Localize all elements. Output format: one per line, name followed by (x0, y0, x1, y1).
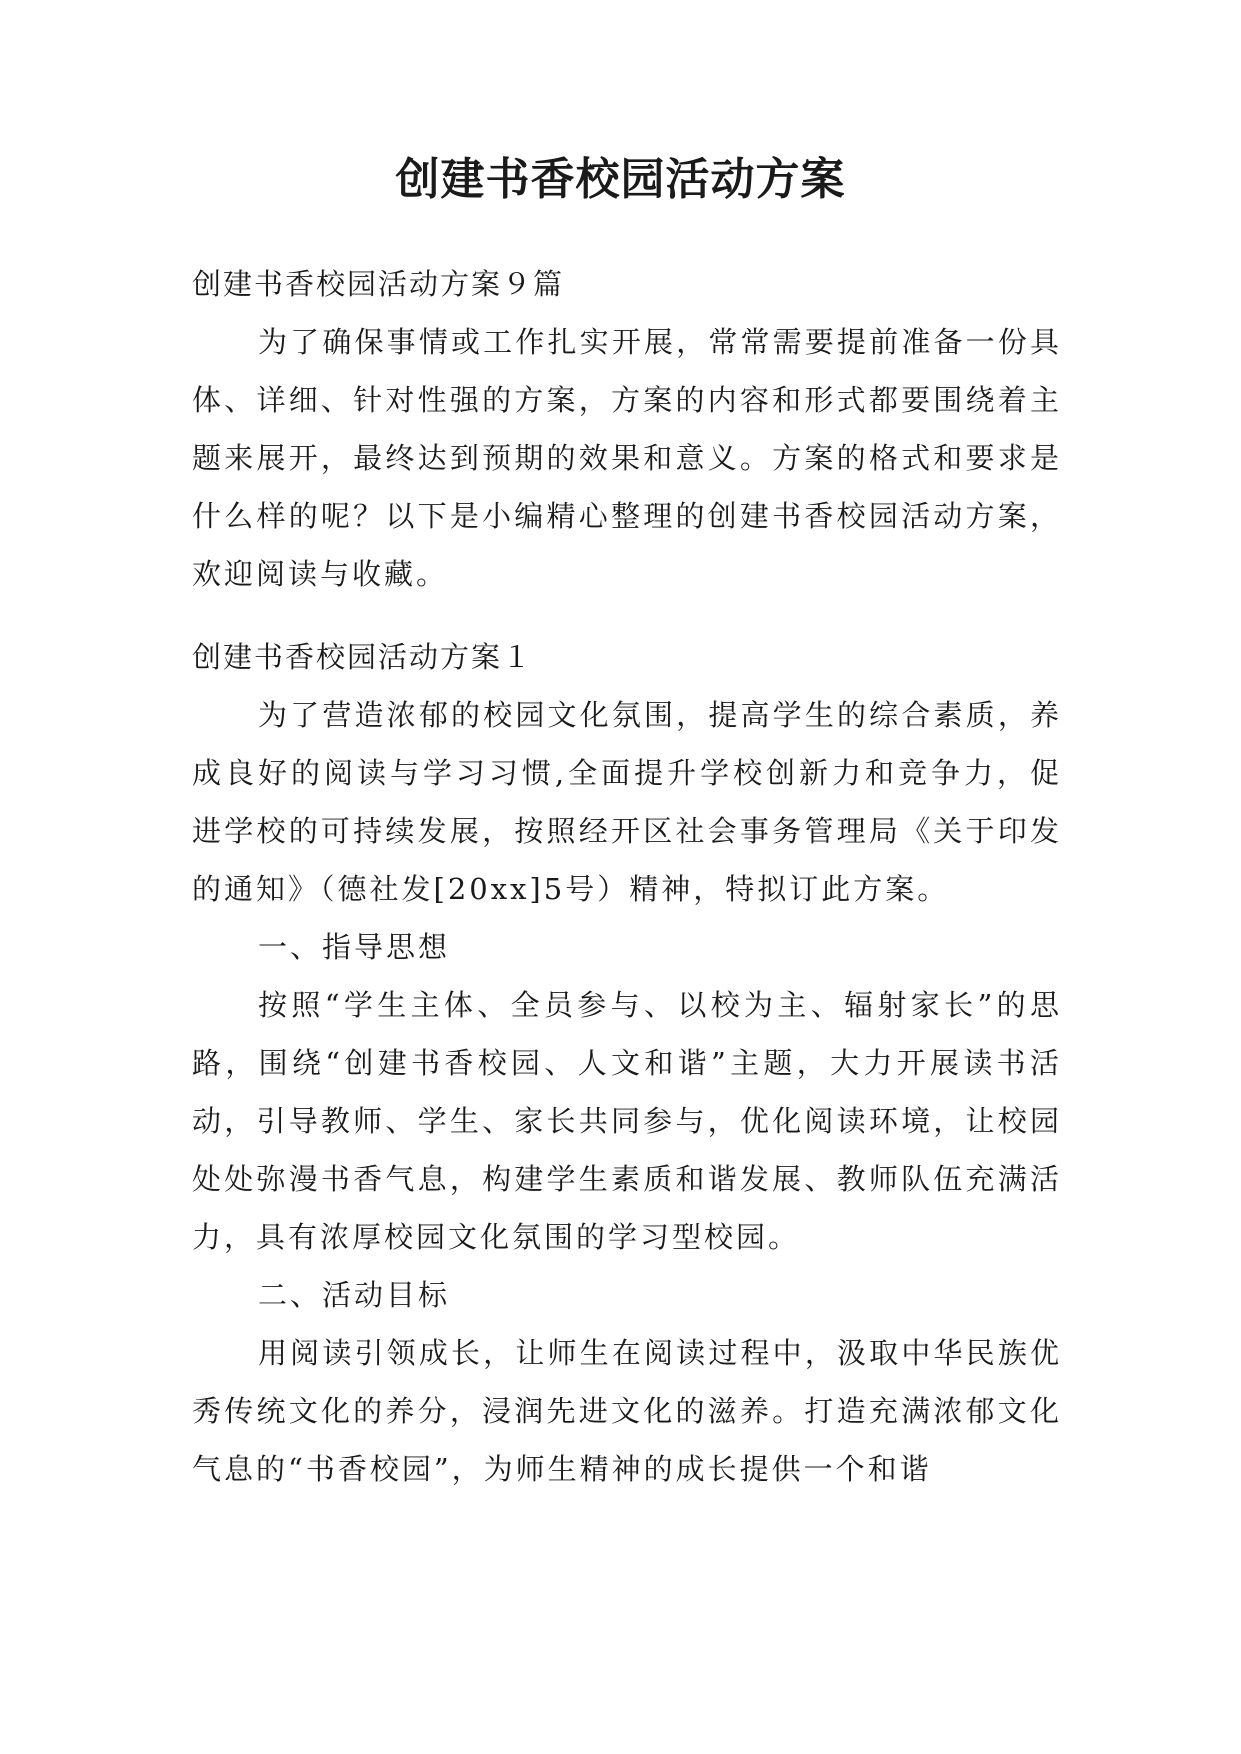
document-title: 创建书香校园活动方案 (395, 154, 846, 205)
heading-activity-goals: 二、活动目标 (258, 1278, 451, 1312)
activity-goals-paragraph: 用阅读引领成长，让师生在阅读过程中，汲取中华民族优秀传统文化的养分，浸润先进文化的滋养。打造充满浓郁文化气息的“书香校园”，为师生精神的成长提供一个和谐 (192, 1336, 1062, 1486)
document-subtitle: 创建书香校园活动方案９篇 (192, 267, 565, 301)
guiding-thought-paragraph: 按照“学生主体、全员参与、以校为主、辐射家长”的思路，围绕“创建书香校园、人文和谐”主题，大力开展读书活动，引导教师、学生、家长共同参与，优化阅读环境，让校园处处弥漫书香气息，构建学生素质和谐发展、教师队伍充满活力，具有浓厚校园文化氛围的学习型校园。 (192, 988, 1062, 1254)
section-1-body (192, 686, 1062, 1498)
intro-text: 为了确保事情或工作扎实开展，常常需要提前准备一份具体、详细、针对性强的方案，方案的内容和形式都要围绕着主题来展开，最终达到预期的效果和意义。方案的格式和要求是什么样的呢？以下是小编精心整理的创建书香校园活动方案，欢迎阅读与收藏。 (192, 325, 1062, 591)
heading-guiding-thought: 一、指导思想 (258, 930, 451, 964)
section-1-paragraph: 为了营造浓郁的校园文化氛围，提高学生的综合素质，养成良好的阅读与学习习惯,全面提升学校创新力和竞争力，促进学校的可持续发展，按照经开区社会事务管理局《关于印发的通知》（德社发[20xx]5号）精神，特拟订此方案。 (192, 698, 1062, 906)
section-1-title: 创建书香校园活动方案１ (192, 640, 534, 674)
intro-paragraph (192, 313, 1062, 603)
